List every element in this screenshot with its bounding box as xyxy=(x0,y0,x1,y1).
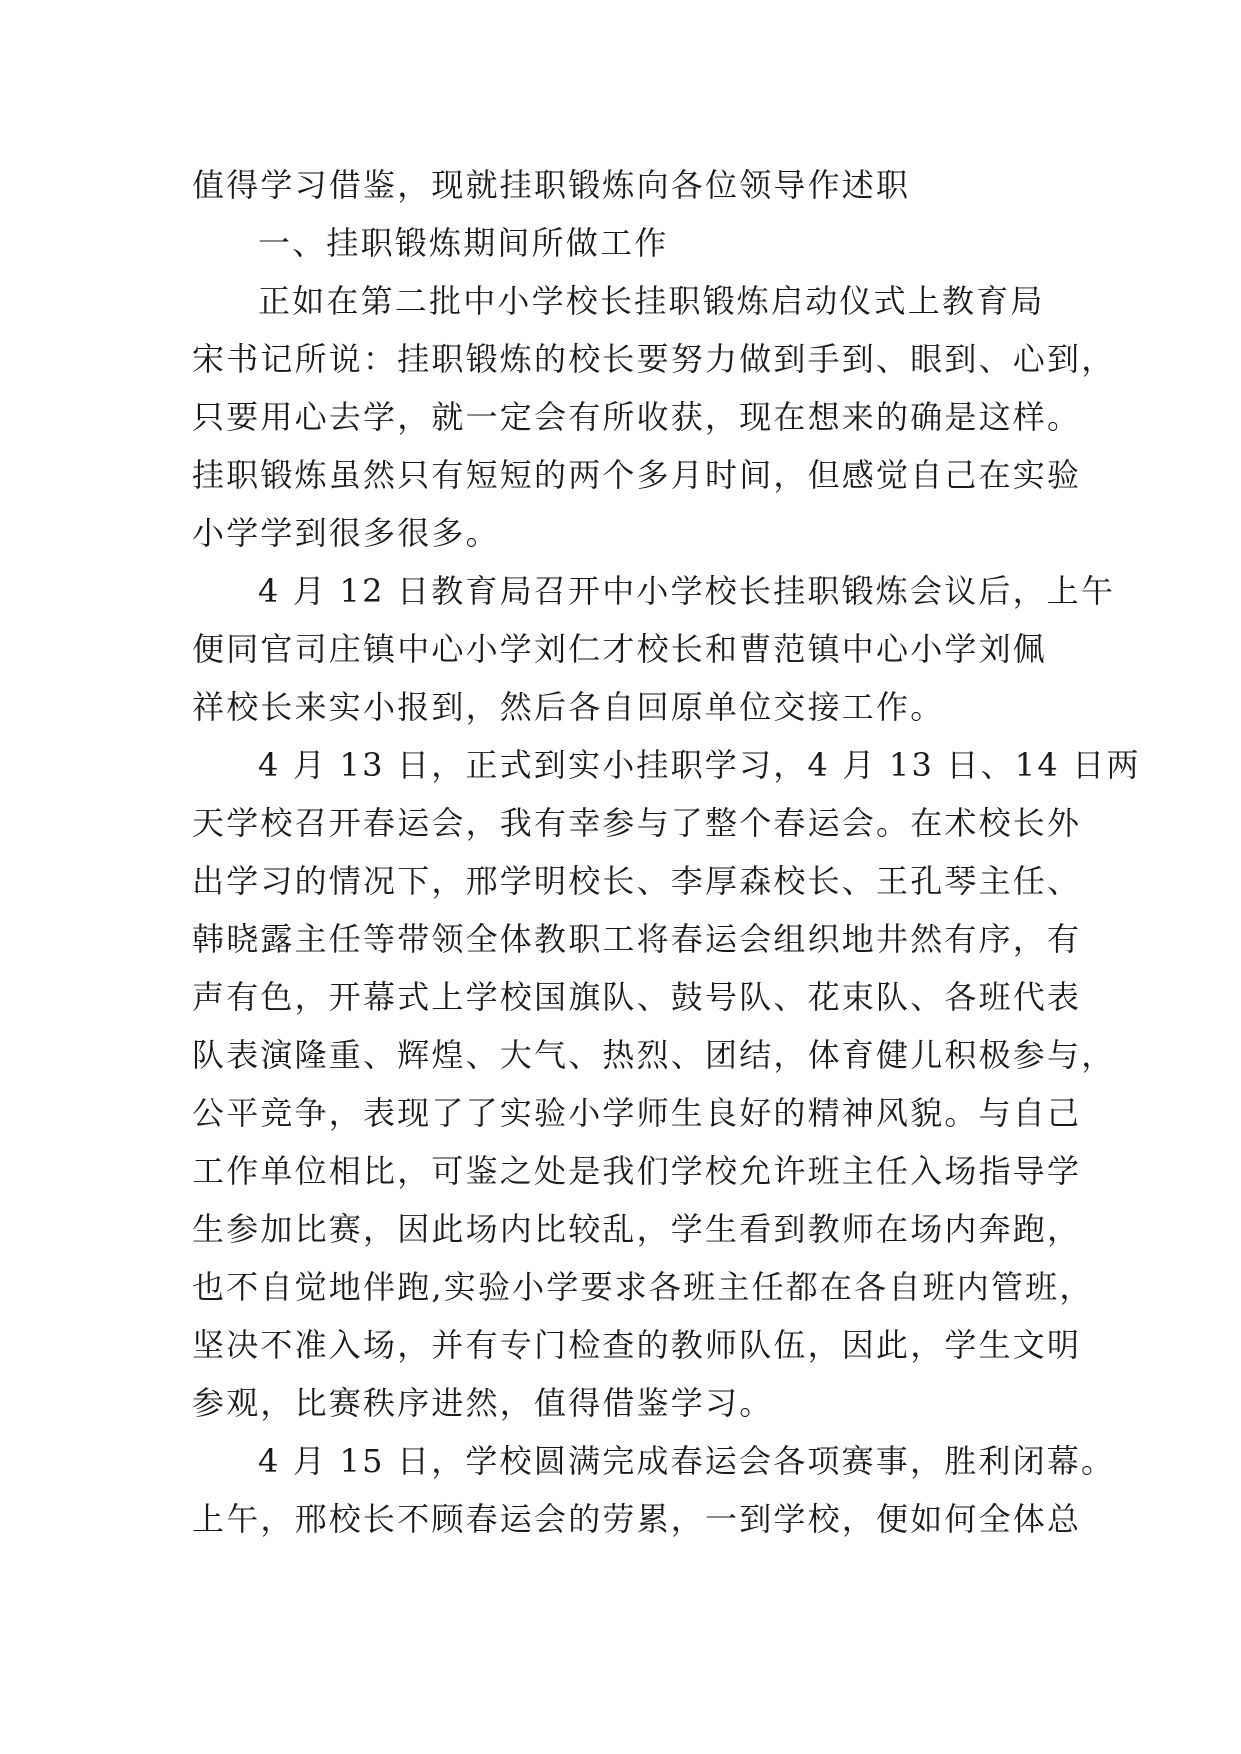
text-line: 声有色，开幕式上学校国旗队、鼓号队、花束队、各班代表 xyxy=(192,978,1082,1016)
text-line: 公平竞争，表现了了实验小学师生良好的精神风貌。与自己 xyxy=(192,1094,1082,1132)
text-line: 挂职锻炼虽然只有短短的两个多月时间，但感觉自己在实验 xyxy=(192,456,1082,494)
text-line: 正如在第二批中小学校长挂职锻炼启动仪式上教育局 xyxy=(258,282,1045,320)
text-line: 4 月 12 日教育局召开中小学校长挂职锻炼会议后，上午 xyxy=(258,572,1116,610)
text-line: 宋书记所说：挂职锻炼的校长要努力做到手到、眼到、心到， xyxy=(192,340,1116,378)
text-line: 天学校召开春运会，我有幸参与了整个春运会。在术校长外 xyxy=(192,804,1082,842)
text-line: 参观，比赛秩序进然，值得借鉴学习。 xyxy=(192,1384,774,1422)
text-line: 坚决不准入场，并有专门检查的教师队伍，因此，学生文明 xyxy=(192,1326,1082,1364)
text-line: 只要用心去学，就一定会有所收获，现在想来的确是这样。 xyxy=(192,398,1082,436)
text-line: 4 月 15 日，学校圆满完成春运会各项赛事，胜利闭幕。 xyxy=(258,1442,1116,1480)
text-line: 工作单位相比，可鉴之处是我们学校允许班主任入场指导学 xyxy=(192,1152,1082,1190)
text-line: 韩晓露主任等带领全体教职工将春运会组织地井然有序，有 xyxy=(192,920,1082,958)
section-heading: 一、挂职锻炼期间所做工作 xyxy=(258,224,669,262)
text-line: 4 月 13 日，正式到实小挂职学习，4 月 13 日、14 日两 xyxy=(258,746,1141,784)
text-line: 便同官司庄镇中心小学刘仁才校长和曹范镇中心小学刘佩 xyxy=(192,630,1048,668)
text-line: 也不自觉地伴跑,实验小学要求各班主任都在各自班内管班， xyxy=(192,1268,1094,1306)
text-line: 队表演隆重、辉煌、大气、热烈、团结，体育健儿积极参与， xyxy=(192,1036,1116,1074)
document-page xyxy=(192,156,1141,1548)
text-line: 小学学到很多很多。 xyxy=(192,514,500,552)
text-line: 祥校长来实小报到，然后各自回原单位交接工作。 xyxy=(192,688,945,726)
text-line: 上午，邢校长不顾春运会的劳累，一到学校，便如何全体总 xyxy=(192,1500,1082,1538)
text-line: 出学习的情况下，邢学明校长、李厚森校长、王孔琴主任、 xyxy=(192,862,1082,900)
text-line: 值得学习借鉴，现就挂职锻炼向各位领导作述职 xyxy=(192,166,911,204)
text-line: 生参加比赛，因此场内比较乱，学生看到教师在场内奔跑， xyxy=(192,1210,1082,1248)
